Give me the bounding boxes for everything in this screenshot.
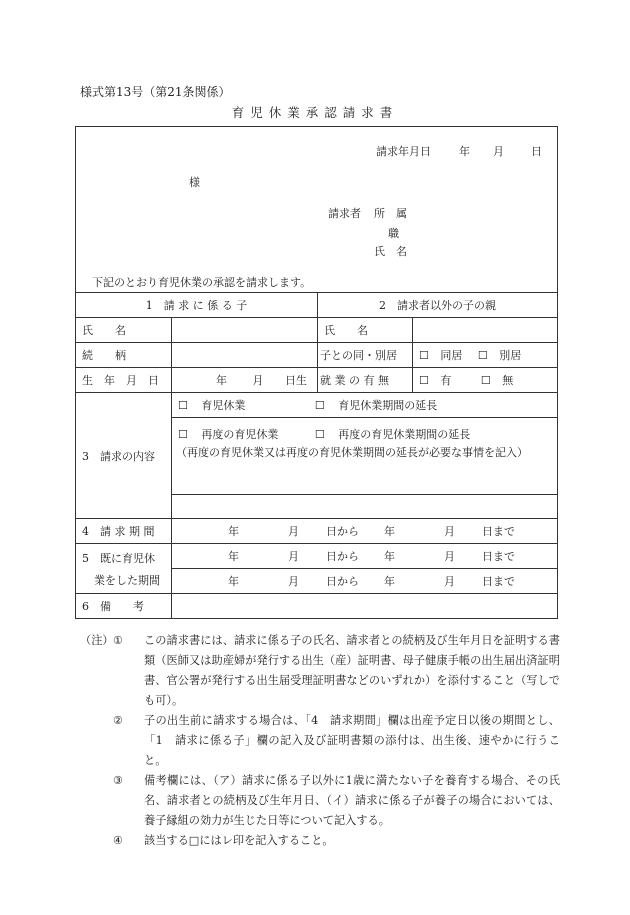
cohabit-label: 子との同・別居: [318, 343, 413, 368]
other-parent-name-field[interactable]: [413, 318, 558, 343]
relation-label: [76, 343, 172, 368]
employment-option-no: 無: [502, 374, 514, 387]
note-text-4: 該当する□にはレ印を記入すること。: [144, 834, 334, 847]
addressee-suffix: 様: [189, 176, 200, 189]
request-period-field[interactable]: [172, 519, 558, 544]
checkbox-childcare-leave[interactable]: ☐: [178, 399, 188, 412]
relation-label-text: 続 柄: [82, 349, 126, 362]
cohabit-option-separate: 別居: [499, 349, 522, 362]
affiliation-label: 所 属: [374, 207, 407, 220]
employment-checkbox-yes[interactable]: ☐: [419, 374, 429, 387]
date-day-label: 日: [531, 145, 542, 158]
requester-label: 請求者: [328, 207, 361, 220]
employment-options: [413, 368, 558, 393]
other-parent-name-label: [318, 318, 413, 343]
form-title: 育児休業承認請求書: [231, 105, 399, 120]
option-childcare-leave: 育児休業: [201, 399, 246, 412]
section1-title: 1 請 求 に 係 る 子: [76, 293, 318, 318]
employment-checkbox-no[interactable]: ☐: [480, 374, 491, 387]
birth-month-label: 月: [252, 374, 264, 387]
position-label: 職: [388, 227, 399, 240]
cohabit-options: [413, 343, 558, 368]
previous-leave-label-line2: 業をした期間: [94, 573, 160, 587]
birth-field[interactable]: [172, 368, 318, 393]
request-period-label: 4 請 求 期 間: [76, 519, 172, 544]
cohabit-checkbox-separate[interactable]: ☐: [477, 349, 488, 362]
notes-section: [80, 631, 560, 851]
prev1-from-day: 日から: [326, 550, 359, 563]
prev2-to-year: 年: [384, 575, 395, 588]
previous-leave-label-line1: 5 既に育児休: [82, 551, 155, 565]
prev1-to-month: 月: [444, 550, 455, 563]
prev2-from-day: 日から: [326, 575, 359, 588]
checkbox-repeat-leave[interactable]: ☐: [178, 428, 188, 441]
checkbox-leave-extension[interactable]: ☐: [314, 399, 325, 412]
birth-year-label: 年: [216, 374, 227, 387]
period-from-month: 月: [288, 525, 299, 538]
prev2-from-year: 年: [228, 575, 239, 588]
prev1-from-month: 月: [288, 550, 299, 563]
request-content-row1: [172, 393, 558, 418]
employment-option-yes: 有: [440, 374, 452, 387]
repeat-reason-field[interactable]: [172, 495, 558, 519]
notes-heading: （注）: [80, 634, 114, 647]
note-number-3: ③: [113, 774, 124, 787]
note-number-2: ②: [113, 714, 124, 727]
prev1-to-day: 日まで: [482, 550, 515, 563]
relation-field[interactable]: [172, 343, 318, 368]
child-name-field[interactable]: [172, 318, 318, 343]
prev1-to-year: 年: [384, 550, 395, 563]
prev1-from-year: 年: [228, 550, 239, 563]
form-header: [76, 127, 558, 293]
previous-leave-field-1[interactable]: [172, 544, 558, 569]
birth-day-label: 日生: [285, 374, 307, 387]
option-repeat-leave: 再度の育児休業: [201, 428, 279, 441]
note-number-4: ④: [113, 834, 124, 847]
request-content-label: 3 請求の内容: [76, 393, 172, 519]
request-statement: 下記のとおり育児休業の承認を請求します。: [92, 276, 312, 289]
note-text-1: この請求書には、請求に係る子の氏名、請求者との続柄及び生年月日を証明する書類（医師又は助産婦が発行する出生（産）証明書、母子健康手帳の出生届出済証明書、官公署が発行する出生届受理証明書などのいずれか）を添付すること（写しでも可）。: [144, 634, 560, 707]
prev2-from-month: 月: [288, 575, 299, 588]
note-item-3: [80, 771, 560, 831]
date-year-label: 年: [459, 145, 470, 158]
option-repeat-extension: 再度の育児休業期間の延長: [338, 428, 471, 441]
prev2-to-month: 月: [444, 575, 455, 588]
form-number: 様式第13号（第21条関係）: [80, 85, 231, 99]
other-parent-name-label-text: 氏 名: [324, 324, 368, 337]
child-name-label-text: 氏 名: [82, 324, 126, 337]
previous-leave-field-2[interactable]: [172, 569, 558, 594]
previous-leave-label: [76, 544, 172, 594]
birth-label: 生 年 月 日: [76, 368, 172, 393]
option-leave-extension: 育児休業期間の延長: [338, 399, 438, 412]
date-month-label: 月: [493, 145, 504, 158]
note-text-3: 備考欄には、（ア）請求に係る子以外に1歳に満たない子を養育する場合、その氏名、請求者との続柄及び生年月日、（イ）請求に係る子が養子の場合においては、養子縁組の効力が生じた日等について記入する。: [144, 774, 560, 827]
request-form-table: [75, 126, 558, 619]
request-date-label: 請求年月日: [376, 145, 431, 158]
cohabit-checkbox-together[interactable]: ☐: [419, 349, 429, 362]
checkbox-repeat-extension[interactable]: ☐: [314, 428, 325, 441]
employment-label: 就 業 の 有 無: [318, 368, 413, 393]
period-to-month: 月: [444, 525, 455, 538]
name-label: 氏 名: [374, 245, 407, 258]
request-content-row2: [172, 418, 558, 495]
child-name-label: [76, 318, 172, 343]
period-to-day: 日まで: [482, 525, 515, 538]
period-from-year: 年: [228, 525, 239, 538]
note-item-4: [80, 831, 560, 851]
remarks-field[interactable]: [172, 594, 558, 619]
note-item-2: [80, 711, 560, 771]
section2-title: 2 請求者以外の子の親: [318, 293, 558, 318]
cohabit-option-together: 同居: [440, 349, 463, 362]
note-item-1: [80, 631, 560, 711]
repeat-reason-note: （再度の育児休業又は再度の育児休業期間の延長が必要な事情を記入）: [176, 446, 528, 459]
prev2-to-day: 日まで: [482, 575, 515, 588]
note-number-1: ①: [113, 634, 124, 647]
period-to-year: 年: [384, 525, 395, 538]
remarks-label: 6 備 考: [76, 594, 172, 619]
period-from-day: 日から: [326, 525, 359, 538]
note-text-2: 子の出生前に請求する場合は、「4 請求期間」欄は出産予定日以後の期間とし、「1 請求に係る子」欄の記入及び証明書類の添付は、出生後、速やかに行うこと。: [144, 714, 560, 767]
